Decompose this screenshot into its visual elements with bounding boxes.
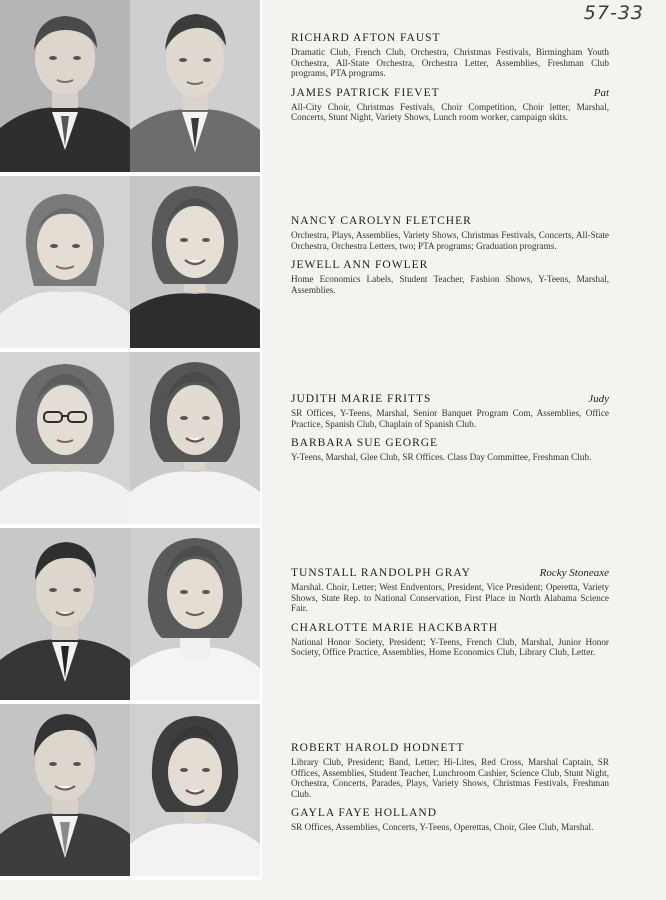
- student-nickname: Pat: [593, 86, 609, 99]
- student-name: CHARLOTTE MARIE HACKBARTH: [291, 621, 499, 634]
- portrait-photo: [130, 704, 260, 876]
- student-entry: [291, 805, 609, 833]
- entry-pair: [291, 213, 609, 301]
- student-activities: All-City Choir, Christmas Festivals, Choir Competition, Choir letter, Marshal, Concerts, Stunt Night, Variety Shows, Lunch room worker, campaign skits.: [291, 101, 609, 122]
- portrait-photo: [0, 0, 130, 172]
- student-name: ROBERT HAROLD HODNETT: [291, 742, 465, 754]
- student-name: JAMES PATRICK FIEVET: [291, 86, 440, 99]
- portrait-male-icon: [0, 528, 130, 700]
- student-activities: Home Economics Labels, Student Teacher, Fashion Shows, Y-Teens, Marshal, Assemblies.: [291, 274, 609, 295]
- student-activities: Orchestra, Plays, Assemblies, Variety Shows, Christmas Festivals, Concerts, All-State Orchestra, Orchestra Letters, two; PTA programs; Graduation programs.: [291, 230, 609, 251]
- portrait-female-icon: [130, 528, 260, 700]
- student-entry: [291, 435, 609, 463]
- student-name: GAYLA FAYE HOLLAND: [291, 807, 437, 819]
- student-activities: SR Offices, Y-Teens, Marshal, Senior Banquet Program Com, Assemblies, Office Practice, Spanish Club, Chaplain of Spanish Club.: [291, 408, 609, 429]
- portrait-photo: [130, 528, 260, 700]
- student-activities: SR Offices, Assemblies, Concerts, Y-Teens, Operettas, Choir, Glee Club, Marshal.: [291, 822, 594, 832]
- student-name: JUDITH MARIE FRITTS: [291, 393, 432, 405]
- student-entry: [291, 85, 609, 123]
- student-name: TUNSTALL RANDOLPH GRAY: [291, 567, 471, 579]
- student-name: NANCY CAROLYN FLETCHER: [291, 215, 472, 227]
- portrait-male-icon: [130, 0, 260, 172]
- portrait-photo: [130, 0, 260, 172]
- portrait-photo: [0, 176, 130, 348]
- entry-pair: [291, 565, 609, 664]
- student-entry: [291, 391, 609, 429]
- student-activities: Dramatic Club, French Club, Orchestra, Christmas Festivals, Birmingham Youth Orchestra, All-State Orchestra, Orchestra Letter, Assemblies, Freshman Club programs, PTA programs.: [291, 47, 609, 78]
- portrait-male-icon: [0, 0, 130, 172]
- student-activities: Marshal. Choir, Letter; West Endventors, President, Vice President; Operetta, Variety Shows, State Rep. to National Conservation, First Place in North Alabama Science Fair.: [291, 582, 609, 613]
- entry-pair: [291, 391, 609, 469]
- student-nickname: Judy: [588, 393, 609, 405]
- photo-column: [0, 0, 262, 880]
- student-activities: Library Club, President; Band, Letter; Hi-Lites, Red Cross, Marshal Captain, SR Offices, Assemblies, Student Teacher, Lunchroom Cashier, Science Club, Stunt Night, Orchestra, Concerts, Parades, Plays, Variety Shows, Christmas Festivals, Freshman Club.: [291, 757, 609, 799]
- student-activities: Y-Teens, Marshal, Glee Club, SR Offices. Class Day Committee, Freshman Club.: [291, 452, 592, 462]
- portrait-photo: [0, 352, 130, 524]
- page-number: 57-33: [583, 2, 644, 24]
- student-entry: [291, 620, 609, 658]
- student-name: RICHARD AFTON FAUST: [291, 32, 441, 44]
- portrait-photo: [130, 176, 260, 348]
- entry-pair: [291, 740, 609, 839]
- student-entry: [291, 30, 609, 79]
- student-entry: [291, 565, 609, 614]
- portrait-photo: [130, 352, 260, 524]
- portrait-photo: [0, 704, 130, 876]
- student-activities: National Honor Society, President; Y-Teens, French Club, Marshal, Junior Honor Society, Office Practice, Assemblies, Home Economics Club, Library Club, Letter.: [291, 636, 609, 657]
- portrait-female-icon: [130, 704, 260, 876]
- entry-pair: [291, 30, 609, 129]
- student-entry: [291, 213, 609, 251]
- portrait-female-icon: [130, 176, 260, 348]
- student-entry: [291, 740, 609, 799]
- portrait-female-icon: [0, 176, 130, 348]
- student-entry: [291, 257, 609, 295]
- student-name: BARBARA SUE GEORGE: [291, 437, 439, 449]
- portrait-female-icon: [130, 352, 260, 524]
- portrait-male-icon: [0, 704, 130, 876]
- portrait-female-glasses-icon: [0, 352, 130, 524]
- student-name: JEWELL ANN FOWLER: [291, 259, 429, 271]
- portrait-photo: [0, 528, 130, 700]
- student-nickname: Rocky Stoneaxe: [539, 567, 609, 579]
